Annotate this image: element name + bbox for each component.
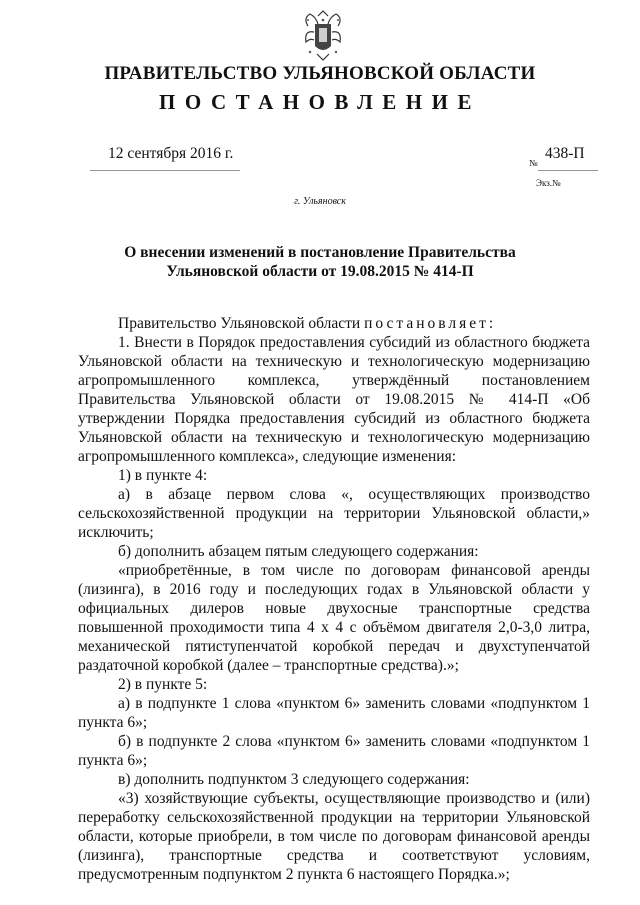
city-name: г. Ульяновск [294, 196, 346, 207]
document-title [60, 243, 580, 281]
number-label: № [529, 158, 538, 168]
title-line-2: Ульяновской области от 19.08.2015 № 414-П [166, 263, 474, 280]
intro-decree-word: постановляет: [364, 315, 497, 332]
paragraph: в) дополнить подпунктом 3 следующего содержания: [118, 771, 470, 788]
document-type: ПОСТАНОВЛЕНИЕ [159, 90, 481, 114]
copy-number-label: Экз.№ [536, 178, 561, 188]
paragraph: б) в подпункте 2 слова «пунктом 6» заменить словами «подпунктом 1 пункта 6»; [78, 733, 590, 769]
document-number: 438-П [545, 145, 585, 162]
coat-of-arms-icon [300, 8, 346, 64]
paragraph: «3) хозяйствующие субъекты, осуществляющие производство и (или) переработку сельскохозяйственной продукции на территории Ульяновской области, которые приобрели, в том числе по договорам финансовой аренды (лизинга), транспортные средства и соответствуют условиям, предусмотренным подпунктом 2 пункта 6 настоящего Порядка.»; [78, 790, 590, 883]
intro-prefix: Правительство Ульяновской области [118, 315, 361, 332]
title-line-1: О внесении изменений в постановление Правительства [124, 244, 516, 261]
paragraph: 1) в пункте 4: [118, 467, 208, 484]
paragraph: а) в абзаце первом слова «, осуществляющих производство сельскохозяйственной продукции на территории Ульяновской области,» исключить; [78, 486, 590, 541]
paragraph: б) дополнить абзацем пятым следующего содержания: [118, 543, 479, 560]
document-body [78, 314, 590, 884]
paragraph: а) в подпункте 1 слова «пунктом 6» заменить словами «подпунктом 1 пункта 6»; [78, 695, 590, 731]
paragraph: «приобретённые, в том числе по договорам финансовой аренды (лизинга), в 2016 году и последующих годах в Ульяновской области у официальных дилеров новые двухосные транспортные средства повышенной проходимости типа 4 х 4 с объёмом двигателя 2,0-3,0 литра, механической пятиступенчатой коробкой передач и двухступенчатой раздаточной коробкой (далее – транспортные средства).»; [78, 562, 590, 674]
government-name: ПРАВИТЕЛЬСТВО УЛЬЯНОВСКОЙ ОБЛАСТИ [104, 63, 536, 84]
paragraph: 2) в пункте 5: [118, 676, 208, 693]
date-underline [90, 170, 240, 171]
paragraph: 1. Внести в Порядок предоставления субсидий из областного бюджета Ульяновской области на техническую и технологическую модернизацию агропромышленного комплекса, утверждённый постановлением Правительства Ульяновской области от 19.08.2015 № 414-П «Об утверждении Порядка предоставления субсидий из областного бюджета Ульяновской области на техническую и технологическую модернизацию агропромышленного комплекса», следующие изменения: [78, 334, 590, 465]
number-underline [538, 170, 598, 171]
document-date: 12 сентября 2016 г. [108, 145, 234, 162]
intro-paragraph [78, 314, 590, 333]
